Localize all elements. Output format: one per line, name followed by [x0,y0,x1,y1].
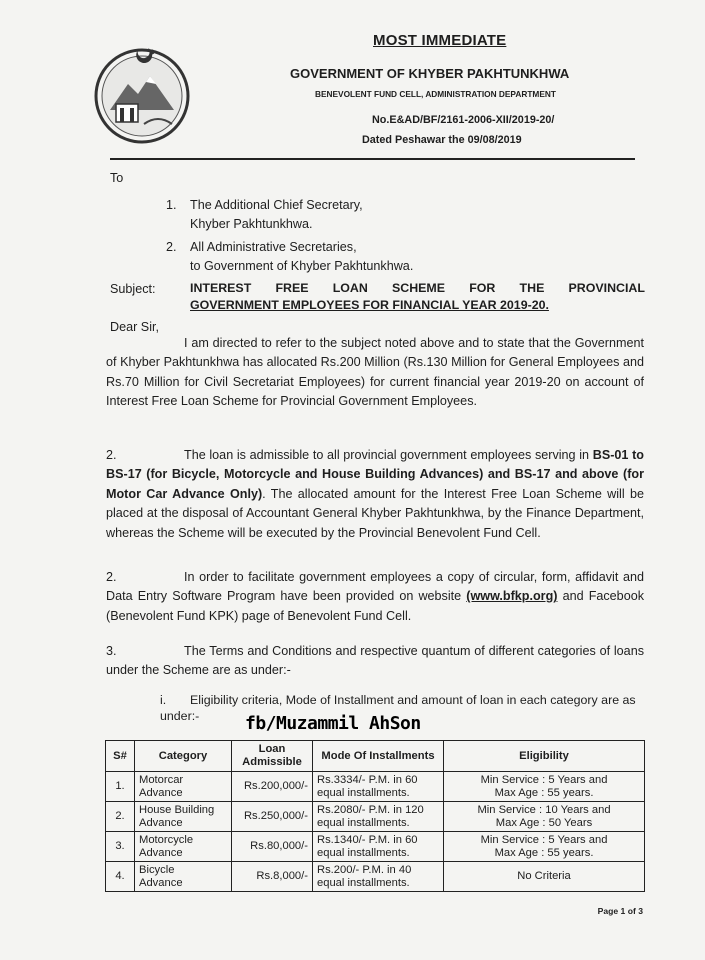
eligibility-cell [444,832,645,862]
mode-line: equal installments. [317,846,410,859]
dated-line: Dated Peshawar the 09/08/2019 [362,134,522,146]
amount-cell: Rs.200,000/- [232,772,313,802]
mode-line: equal installments. [317,816,410,829]
paragraph-2 [106,446,644,543]
subject-word: FOR [469,281,496,295]
serial-cell: 3. [106,832,135,862]
eligibility-line: Min Service : 5 Years and [480,833,608,846]
serial-cell: 1. [106,772,135,802]
addressee-line1: All Administrative Secretaries, [190,240,357,254]
mode-line: Rs.3334/- P.M. in 60 [317,773,418,786]
paragraph-4 [106,642,644,681]
mode-line: equal installments. [317,786,410,799]
category-cell [135,832,232,862]
table-row [106,772,645,802]
addressee-line2: to Government of Khyber Pakhtunkhwa. [190,259,414,273]
eligibility-line: Min Service : 5 Years and [480,773,608,786]
addressee-number: 2. [166,240,177,254]
subject-word: INTEREST [190,281,252,295]
eligibility-line: Min Service : 10 Years and [477,803,611,816]
paragraph-2-text-b: . The allocated amount for the Interest Free Loan Scheme will be placed at the disposal of Accountant General Khyber Pakhtunkhwa, by the Finance Department, whereas the Scheme will be executed by the Provincial Benevolent Fund Cell. [106,486,644,540]
to-label: To [110,171,124,185]
government-title: GOVERNMENT OF KHYBER PAKHTUNKHWA [290,66,570,81]
mode-line: Rs.200/- P.M. in 40 [317,863,412,876]
mode-cell [313,832,444,862]
category-cell [135,802,232,832]
paragraph-1 [106,334,644,412]
sub-item-text: Eligibility criteria, Mode of Installment and amount of loan in each category are as under:- [160,693,636,723]
paragraph-number: 3. [106,644,117,658]
column-header: Category [135,741,232,772]
category-cell [135,862,232,892]
loan-table [105,740,645,892]
paragraph-3-text-b: and Facebook (Benevolent Fund KPK) page of Benevolent Fund Cell. [106,589,644,623]
sub-item-number: i. [160,693,167,707]
paragraph-2-bold: BS-01 to BS-17 (for Bicycle, Motorcycle and House Building Advances) and BS-17 and above (for Motor Car Advance Only) [106,448,645,501]
column-header: S# [106,741,135,772]
subject-line1 [190,280,645,297]
category-line: Advance [139,816,183,829]
table-header-row [106,741,645,772]
website-link[interactable]: (www.bfkp.org) [466,589,558,604]
category-line: Bicycle [139,863,175,876]
table-row [106,862,645,892]
addressee-line1: The Additional Chief Secretary, [190,198,363,212]
eligibility-cell [444,772,645,802]
subject-word: FREE [275,281,309,295]
column-header: Loan Admissible [232,741,313,772]
column-header: Mode Of Installments [313,741,444,772]
paragraph-2-text-a: The loan is admissible to all provincial government employees serving in [184,448,590,462]
khyber-pakhtunkhwa-emblem-icon [88,40,196,148]
category-line: Advance [139,876,183,889]
subject-label: Subject: [110,282,156,296]
mode-cell [313,802,444,832]
column-header: Eligibility [444,741,645,772]
category-line: Advance [139,786,183,799]
paragraph-3-text-a: In order to facilitate government employees a copy of circular, form, affidavit and Data Entry Software Program have been provided on website [106,570,644,604]
eligibility-cell: No Criteria [444,862,645,892]
table-row [106,832,645,862]
page-number: Page 1 of 3 [597,906,643,916]
mode-cell [313,862,444,892]
subject-word: LOAN [332,281,368,295]
addressee-1 [166,196,363,234]
amount-cell: Rs.80,000/- [232,832,313,862]
salutation: Dear Sir, [110,320,159,334]
subject-word: PROVINCIAL [568,281,645,295]
amount-cell: Rs.8,000/- [232,862,313,892]
paragraph-1-text: I am directed to refer to the subject noted above and to state that the Government of Khyber Pakhtunkhwa has allocated Rs.200 Million (Rs.130 Million for General Employees and Rs.70 Million for Civil Secretariat Employees) for current financial year 2019-20 on account of Interest Free Loan Scheme for Provincial Government Employees. [106,336,644,409]
subject-word: SCHEME [392,281,446,295]
category-cell [135,772,232,802]
mode-line: Rs.2080/- P.M. in 120 [317,803,424,816]
header-divider [110,158,635,160]
subject-word: THE [519,281,545,295]
mode-line: Rs.1340/- P.M. in 60 [317,833,418,846]
eligibility-line: Max Age : 55 years. [494,846,594,859]
addressee-line2: Khyber Pakhtunkhwa. [190,217,313,231]
subject-line2: GOVERNMENT EMPLOYEES FOR FINANCIAL YEAR 2019-20. [190,298,549,312]
addressee-2 [166,238,413,276]
watermark-text: fb/Muzammil AhSon [245,713,421,734]
serial-cell: 2. [106,802,135,832]
mode-line: equal installments. [317,876,410,889]
eligibility-line: Max Age : 55 years. [494,786,594,799]
paragraph-number: 2. [106,570,117,584]
category-line: Advance [139,846,183,859]
addressee-number: 1. [166,198,177,212]
eligibility-cell [444,802,645,832]
paragraph-4-text: The Terms and Conditions and respective quantum of different categories of loans under the Scheme are as under:- [106,644,644,678]
category-line: House Building [139,803,215,816]
reference-number: No.E&AD/BF/2161-2006-XII/2019-20/ [372,114,555,126]
category-line: Motorcar [139,773,184,786]
department-subtitle: BENEVOLENT FUND CELL, ADMINISTRATION DEPARTMENT [315,89,556,99]
category-line: Motorcycle [139,833,194,846]
most-immediate-heading: MOST IMMEDIATE [373,32,507,49]
serial-cell: 4. [106,862,135,892]
mode-cell [313,772,444,802]
paragraph-number: 2. [106,448,117,462]
table-row [106,802,645,832]
subject-text [190,280,645,314]
amount-cell: Rs.250,000/- [232,802,313,832]
eligibility-line: Max Age : 50 Years [495,816,593,829]
paragraph-3 [106,568,644,626]
